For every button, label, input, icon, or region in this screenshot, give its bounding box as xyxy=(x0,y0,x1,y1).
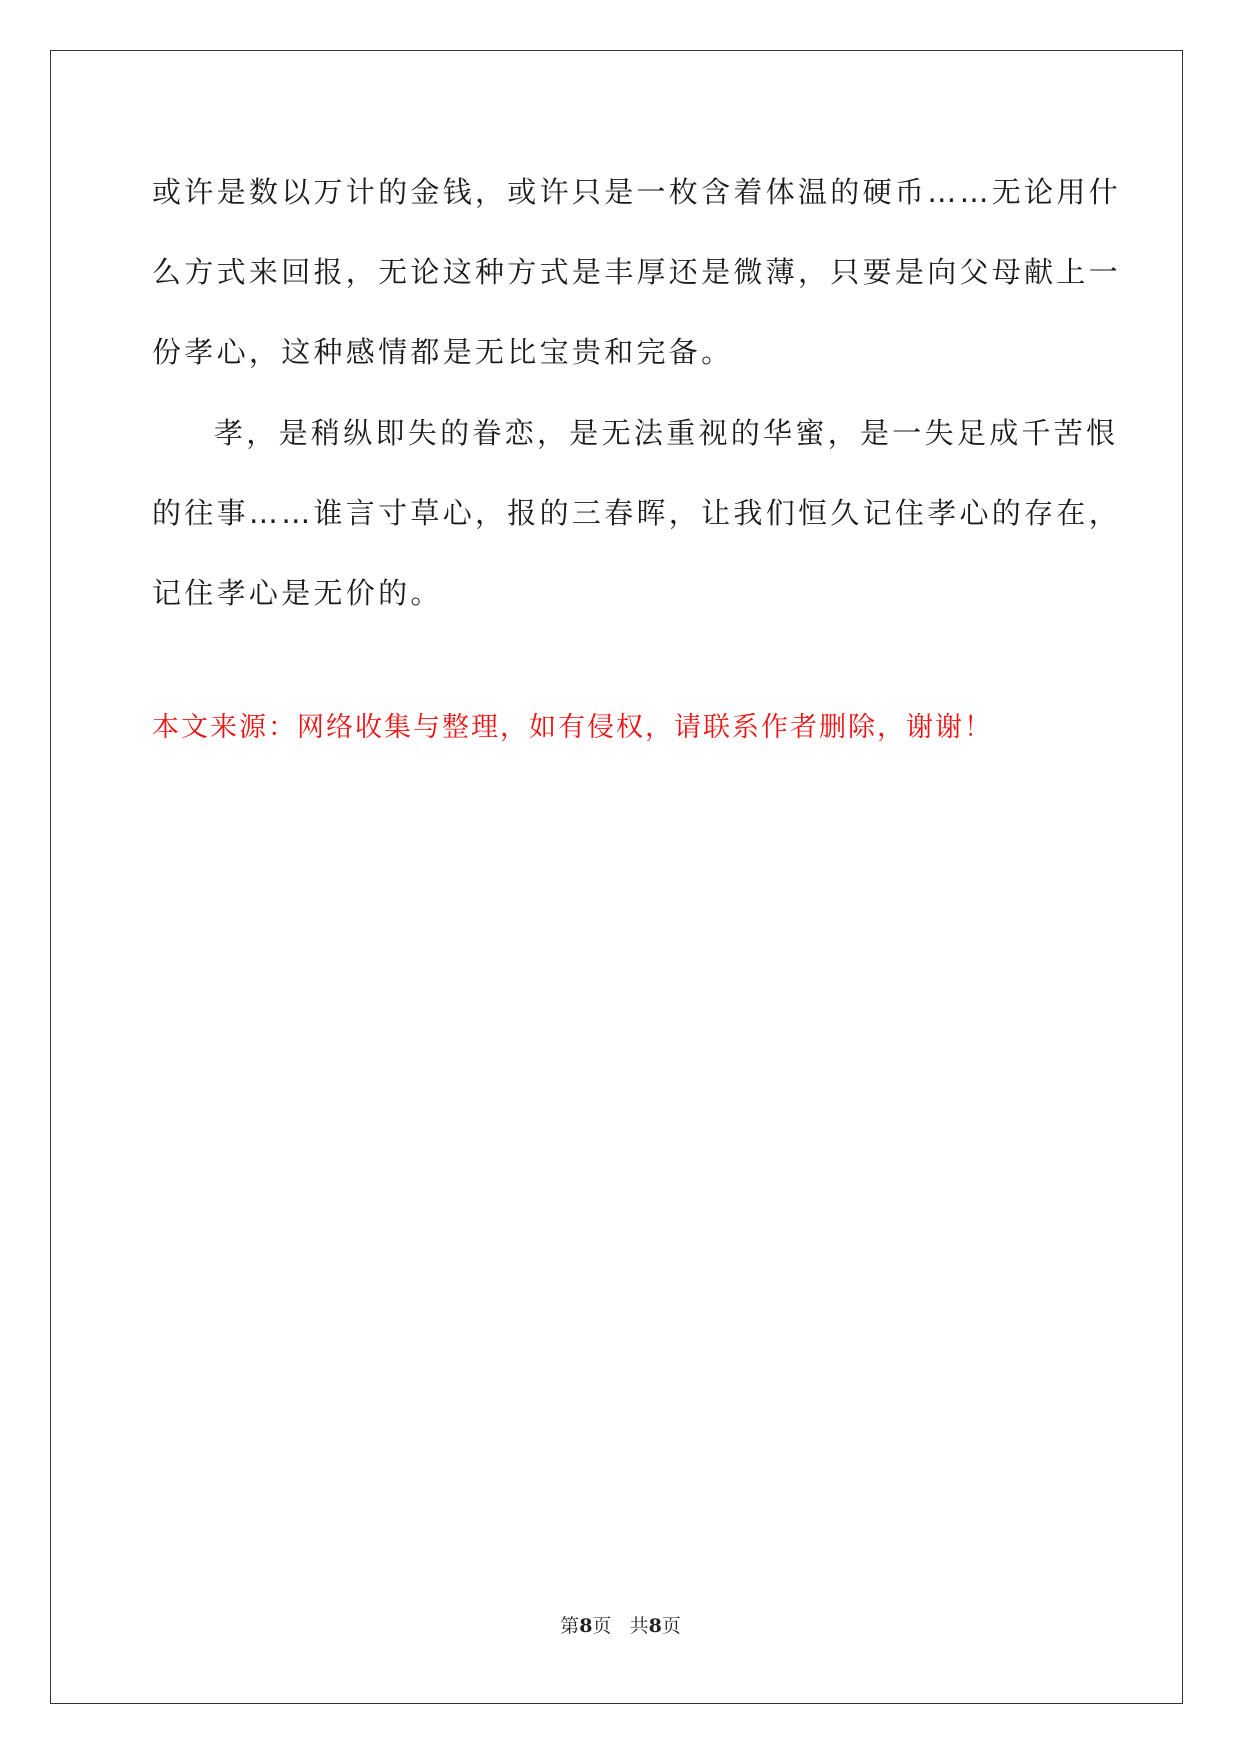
footer-total-prefix: 共 xyxy=(629,1615,649,1637)
paragraph-line: 的往事……谁言寸草心，报的三春晖，让我们恒久记住孝心的存在， xyxy=(152,496,1122,530)
footer-page-word: 页 xyxy=(592,1615,612,1637)
paragraph-2 xyxy=(152,393,1122,633)
paragraph-line: 或许是数以万计的金钱，或许只是一枚含着体温的硬币……无论用什 xyxy=(152,175,1122,209)
footer-total-word: 页 xyxy=(661,1615,681,1637)
footer-prefix: 第 xyxy=(560,1615,580,1637)
paragraph-line: 么方式来回报，无论这种方式是丰厚还是微薄，只要是向父母献上一 xyxy=(152,255,1122,289)
paragraph-line: 孝，是稍纵即失的眷恋，是无法重视的华蜜，是一失足成千苦恨 xyxy=(214,416,1119,450)
paragraph-line: 份孝心，这种感情都是无比宝贵和完备。 xyxy=(152,335,734,369)
paragraph-1 xyxy=(152,152,1122,392)
footer-total-pages: 8 xyxy=(648,1615,662,1637)
page-footer xyxy=(0,1611,1241,1638)
source-disclaimer: 本文来源：网络收集与整理，如有侵权，请联系作者删除，谢谢！ xyxy=(152,712,993,743)
paragraph-line: 记住孝心是无价的。 xyxy=(152,576,443,610)
footer-current-page: 8 xyxy=(579,1615,593,1637)
